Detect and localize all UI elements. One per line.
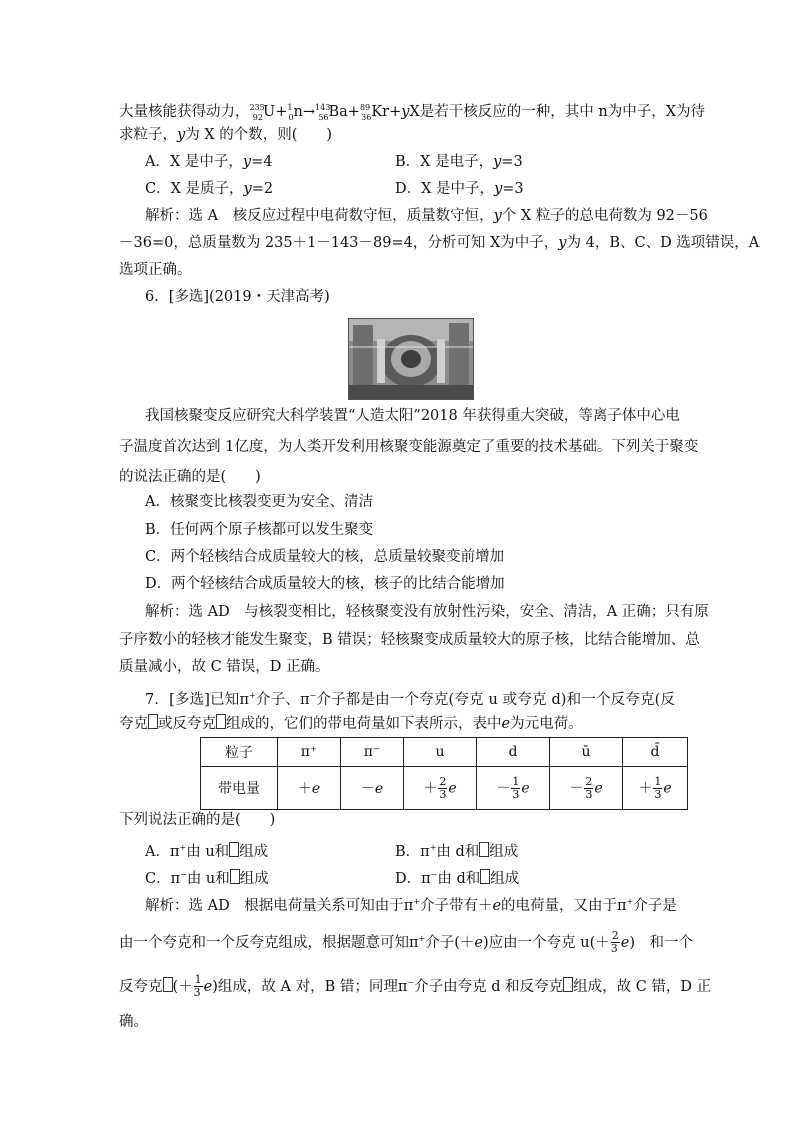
q6-option-d: D．两个轻核结合成质量较大的核，核子的比结合能增加 bbox=[145, 576, 505, 592]
table-cell: － $\frac{1}{3}$ e bbox=[477, 767, 550, 810]
q7-option-a: A．π+由 u和 组成 bbox=[145, 843, 269, 860]
q6-option-b: B．任何两个原子核都可以发生聚变 bbox=[145, 522, 374, 538]
q6-explanation-line1: 解析：选 AD 与核裂变相比，轻核聚变没有放射性污染，安全、清洁，A 正确；只有原 bbox=[145, 604, 709, 620]
q6-explanation-line3: 质量减小，故 C 错误，D 正确。 bbox=[119, 659, 330, 675]
anti-d-symbol bbox=[216, 714, 226, 729]
table-cell: 带电量 bbox=[201, 767, 278, 810]
table-row bbox=[201, 767, 688, 810]
q6-stem-line3: 的说法正确的是( ) bbox=[119, 469, 261, 485]
q7-explanation-line3: 反夸克 (＋ $\frac{1}{3}$ e)组成，故 A 对，B 错；同理π−介子由夸克 d 和反夸克 组成，故 C 错，D 正 bbox=[119, 973, 712, 1000]
q7-option-d: D．π−由 d和 组成 bbox=[395, 870, 520, 887]
table-header-cell: d̄ bbox=[623, 738, 688, 767]
table-header-cell: d bbox=[477, 738, 550, 767]
q7-question: 下列说法正确的是( ) bbox=[119, 812, 276, 828]
q5-stem-line2: 求粒子，y为 X 的个数，则( ) bbox=[119, 127, 333, 143]
q5-stem-line1: 大量核能获得动力，$^{235}_{92}$U+$^1_0$n→$^{143}_{56}$Ba+$^{89}_{36}$Kr+yX是若干核反应的一种，其中 n为中子，X为待 bbox=[119, 103, 706, 122]
q5-option-d: D．X 是中子，y=3 bbox=[395, 181, 524, 197]
table-cell: ＋e bbox=[278, 767, 341, 810]
q7-explanation-line2: 由一个夸克和一个反夸克组成，根据题意可知π+介子(＋e)应由一个夸克 u(＋ $\frac{2}{3}$ e) 和一个 bbox=[119, 929, 694, 956]
q6-stem-line2: 子温度首次达到 1亿度，为人类开发利用核聚变能源奠定了重要的技术基础。下列关于聚变 bbox=[119, 439, 699, 455]
table-header-cell: ū bbox=[550, 738, 623, 767]
q7-stem-line2: 夸克 或反夸克 组成的，它们的带电荷量如下表所示，表中e为元电荷。 bbox=[119, 716, 583, 732]
q6-option-a: A．核聚变比核裂变更为安全、清洁 bbox=[145, 494, 373, 510]
table-cell: － $\frac{2}{3}$ e bbox=[550, 767, 623, 810]
q7-option-b: B．π+由 d和 组成 bbox=[395, 843, 519, 860]
q7-option-c: C．π−由 u和 组成 bbox=[145, 870, 269, 887]
q6-option-c: C．两个轻核结合成质量较大的核，总质量较聚变前增加 bbox=[145, 549, 505, 565]
q5-option-a: A．X 是中子，y=4 bbox=[145, 154, 273, 170]
table-row bbox=[201, 738, 688, 767]
q5-option-c: C．X 是质子，y=2 bbox=[145, 181, 274, 197]
q5-explanation-line2: －36=0，总质量数为 235＋1－143－89=4，分析可知 X为中子，y为 4，B、C、D 选项错误，A bbox=[119, 235, 760, 251]
q5-explanation-line1: 解析：选 A 核反应过程中电荷数守恒，质量数守恒，y个 X 粒子的总电荷数为 92－56 bbox=[145, 208, 708, 224]
charge-table bbox=[200, 737, 688, 810]
table-header-cell: π⁺ bbox=[278, 738, 341, 767]
table-header-cell: π⁻ bbox=[341, 738, 404, 767]
q7-explanation-line1: 解析：选 AD 根据电荷量关系可知由于π+介子带有＋e的电荷量，又由于π+介子是 bbox=[145, 897, 677, 914]
q5-option-b: B．X 是电子，y=3 bbox=[395, 154, 523, 170]
fusion-device-photo bbox=[348, 318, 474, 400]
table-cell: －e bbox=[341, 767, 404, 810]
q6-title: 6．[多选](2019・天津高考) bbox=[145, 289, 330, 305]
q7-explanation-line4: 确。 bbox=[119, 1014, 148, 1030]
q5-explanation-line3: 选项正确。 bbox=[119, 262, 192, 278]
table-header-cell: u bbox=[404, 738, 477, 767]
anti-u-symbol bbox=[148, 714, 158, 729]
table-header-cell: 粒子 bbox=[201, 738, 278, 767]
q6-explanation-line2: 子序数小的轻核才能发生聚变，B 错误；轻核聚变成质量较大的原子核，比结合能增加、总 bbox=[119, 632, 700, 648]
q7-stem-line1: 7．[多选]已知π+介子、π−介子都是由一个夸克(夸克 u 或夸克 d)和一个反夸克(反 bbox=[145, 691, 676, 708]
table-cell: ＋ $\frac{2}{3}$ e bbox=[404, 767, 477, 810]
table-cell: ＋ $\frac{1}{3}$ e bbox=[623, 767, 688, 810]
q6-stem-line1: 我国核聚变反应研究大科学装置“人造太阳”2018 年获得重大突破，等离子体中心电 bbox=[145, 408, 680, 424]
